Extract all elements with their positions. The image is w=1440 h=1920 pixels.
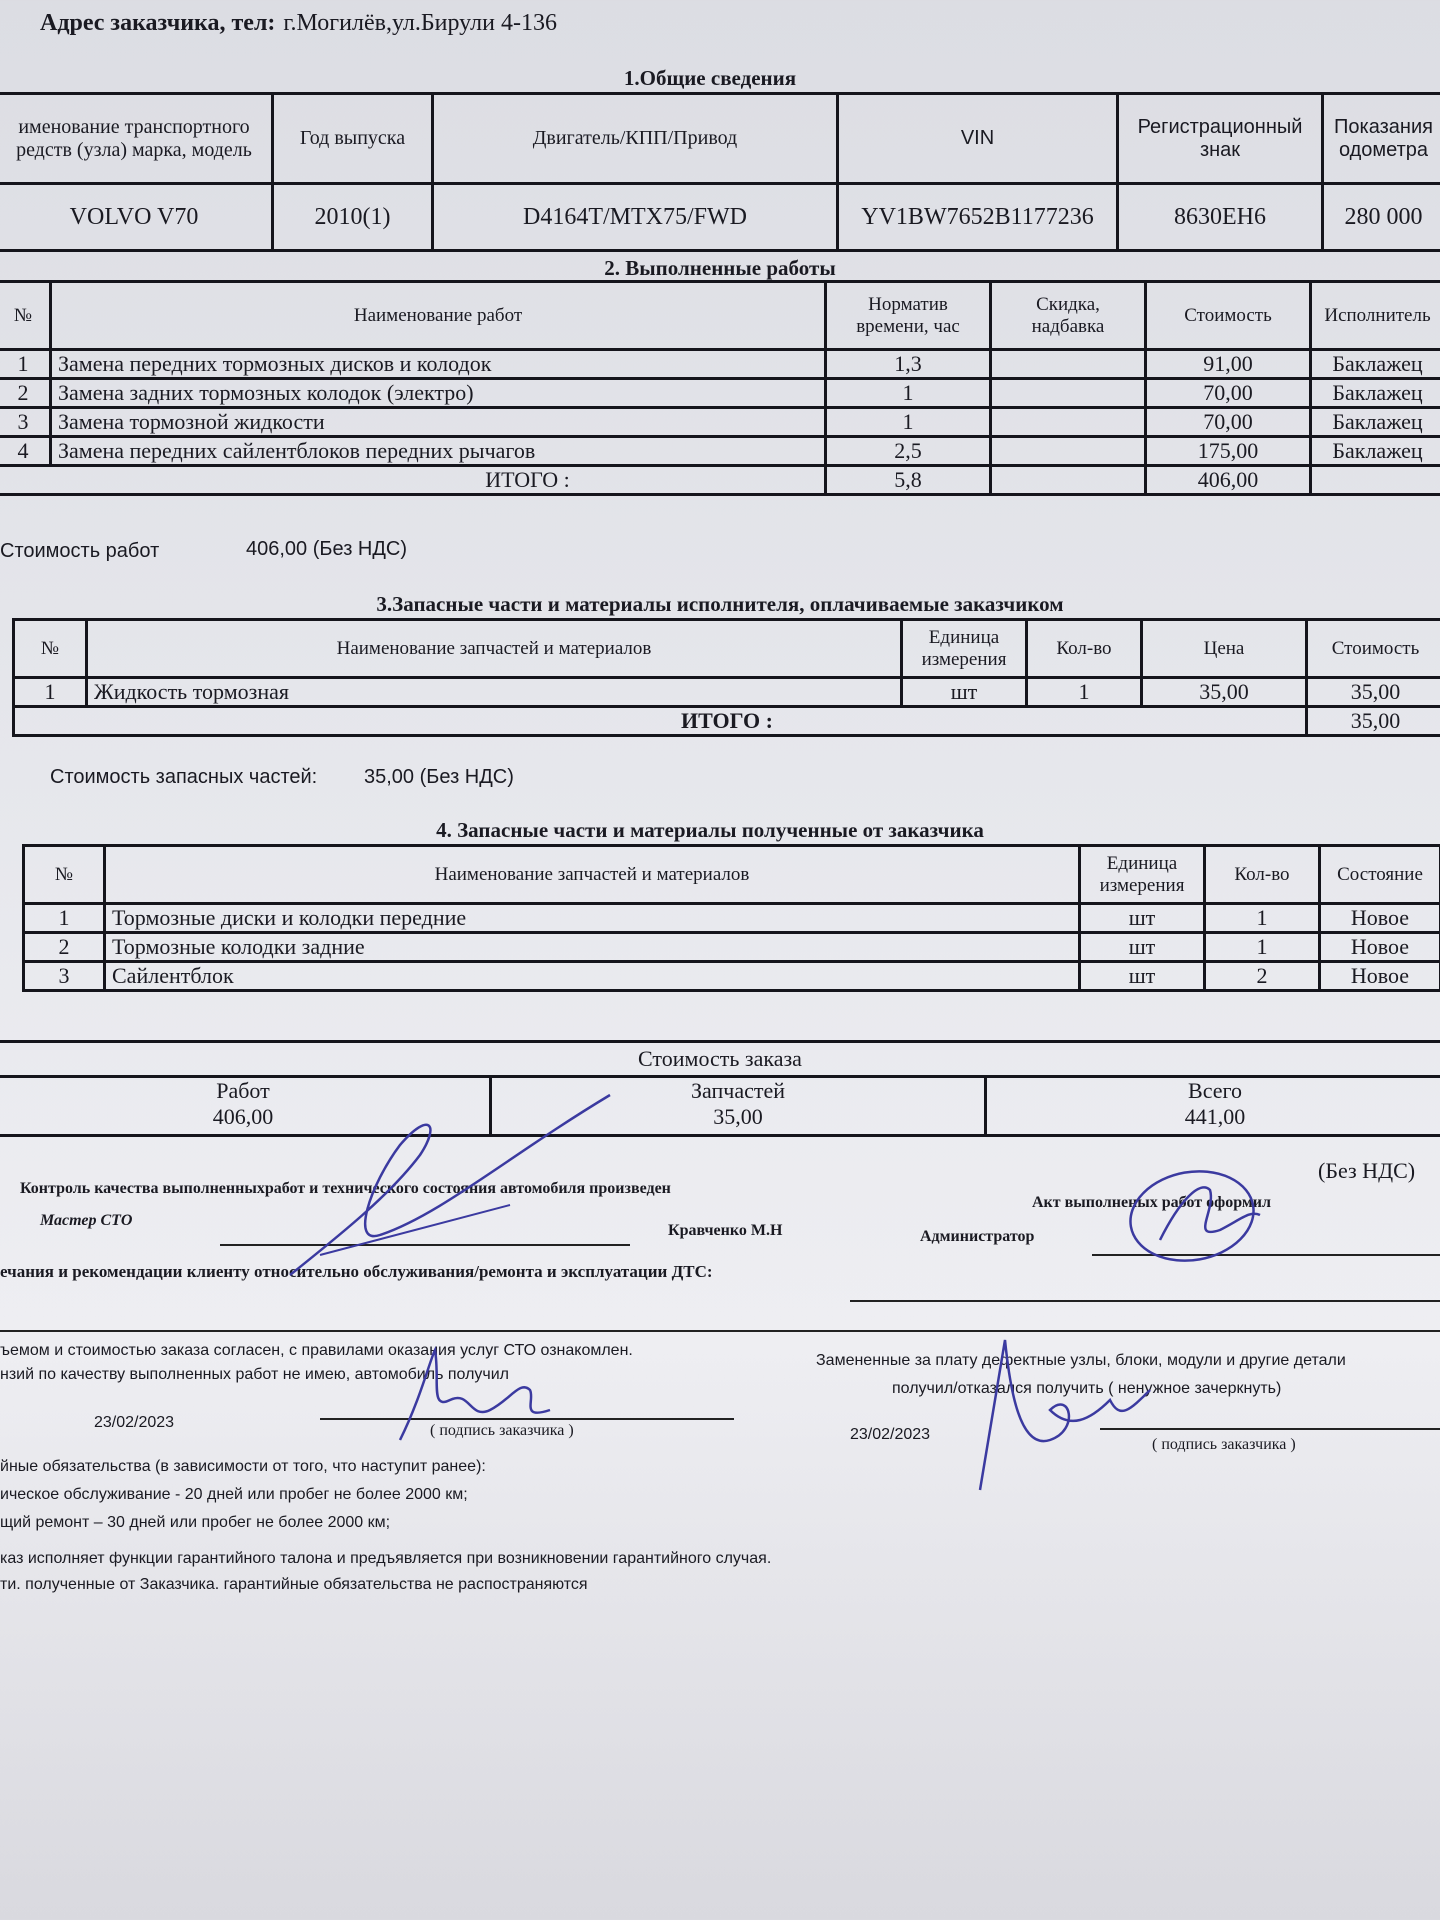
parts-total-value: 35,00	[1307, 707, 1440, 736]
works-row-hours: 2,5	[826, 437, 991, 466]
master-signature	[280, 1085, 620, 1285]
works-row	[0, 437, 1440, 466]
works-col-performer: Исполнитель	[1311, 282, 1440, 350]
col-vehicle: именование транспортного редств (узла) марка, модель	[0, 94, 273, 184]
customer-address	[40, 10, 557, 37]
section-parts-title: 3.Запасные части и материалы исполнителя, оплачиваемые заказчиком	[376, 592, 1064, 616]
cparts-row-num: 1	[24, 904, 105, 933]
col-odometer: Показания одометра	[1323, 94, 1440, 184]
parts-cost-value: 35,00 (Без НДС)	[364, 766, 514, 788]
remarks-label: ечания и рекомендации клиенту относительно обслуживания/ремонта и эксплуатации ДТС:	[0, 1262, 713, 1281]
parts-row-cost: 35,00	[1307, 678, 1440, 707]
vehicle-year: 2010(1)	[273, 184, 433, 251]
order-cost-works-label: Работ	[216, 1078, 270, 1103]
parts-table	[12, 618, 1440, 737]
cparts-row	[24, 904, 1440, 933]
warranty-line-3: щий ремонт – 30 дней или пробег не более 2000 км;	[0, 1514, 391, 1531]
warranty-line-1: йные обязательства (в зависимости от того, что наступит ранее):	[0, 1458, 486, 1475]
cparts-col-qty: Кол-во	[1205, 846, 1320, 904]
works-row-cost: 91,00	[1146, 350, 1311, 379]
remarks-line-2	[0, 1330, 1440, 1332]
section-works-title: 2. Выполненные работы	[604, 256, 836, 280]
cparts-row-name: Тормозные диски и колодки передние	[105, 904, 1080, 933]
works-col-discount: Скидка, надбавка	[991, 282, 1146, 350]
parts-row-num: 1	[14, 678, 87, 707]
cparts-col-state: Состояние	[1320, 846, 1440, 904]
vehicle-reg: 8630EH6	[1118, 184, 1323, 251]
quality-control-line: Контроль качества выполненныхработ и технического состояния автомобиля произведен	[20, 1180, 671, 1197]
cparts-row-qty: 1	[1205, 933, 1320, 962]
vehicle-odometer: 280 000	[1323, 184, 1440, 251]
cparts-row-state: Новое	[1320, 933, 1440, 962]
agreement-left-2: нзий по качеству выполненных работ не имею, автомобиль получил	[0, 1366, 510, 1383]
customer-parts-table	[22, 844, 1440, 992]
warranty-line-4: каз исполняет функции гарантийного талона и предъявляется при возникновении гарантийного случая.	[0, 1550, 772, 1567]
works-col-hours: Норматив времени, час	[826, 282, 991, 350]
act-label: Акт выполненых работ оформил	[1032, 1194, 1271, 1211]
address-value: г.Могилёв,ул.Бирули 4-136	[283, 10, 557, 36]
works-cost-value: 406,00 (Без НДС)	[246, 538, 408, 560]
order-cost-title: Стоимость заказа	[0, 1042, 1440, 1077]
works-total-empty2	[1311, 466, 1440, 495]
works-row-num: 1	[0, 350, 51, 379]
works-row-performer: Баклажец	[1311, 437, 1440, 466]
remarks-line	[850, 1300, 1440, 1302]
works-row-name: Замена передних сайлентблоков передних рычагов	[51, 437, 826, 466]
col-year: Год выпуска	[273, 94, 433, 184]
cparts-row	[24, 933, 1440, 962]
agreement-right-1: Замененные за плату дефектные узлы, блоки, модули и другие детали	[816, 1352, 1346, 1369]
cparts-row-qty: 1	[1205, 904, 1320, 933]
master-label: Мастер СТО	[40, 1212, 133, 1229]
works-row-discount	[991, 437, 1146, 466]
parts-row-qty: 1	[1027, 678, 1142, 707]
cparts-col-name: Наименование запчастей и материалов	[105, 846, 1080, 904]
works-row-name: Замена задних тормозных колодок (электро)	[51, 379, 826, 408]
admin-label: Администратор	[920, 1228, 1035, 1245]
order-cost-table	[0, 1040, 1440, 1137]
works-col-num: №	[0, 282, 51, 350]
works-row-discount	[991, 379, 1146, 408]
works-table	[0, 280, 1440, 496]
works-row-hours: 1	[826, 408, 991, 437]
parts-row-unit: шт	[902, 678, 1027, 707]
works-row-cost: 175,00	[1146, 437, 1311, 466]
agreement-left-1: ъемом и стоимостью заказа согласен, с правилами оказания услуг СТО ознакомлен.	[0, 1342, 633, 1359]
parts-col-price: Цена	[1142, 620, 1307, 678]
works-total-row	[0, 466, 1440, 495]
general-info-table	[0, 92, 1440, 252]
works-total-hours: 5,8	[826, 466, 991, 495]
works-row	[0, 408, 1440, 437]
vat-note: (Без НДС)	[1318, 1158, 1416, 1183]
agreement-right-2: получил/отказался получить ( ненужное зачеркнуть)	[892, 1380, 1282, 1397]
works-row-performer: Баклажец	[1311, 350, 1440, 379]
parts-col-num: №	[14, 620, 87, 678]
parts-cost-label: Стоимость запасных частей:	[50, 766, 318, 788]
customer-signature-left	[380, 1340, 560, 1450]
parts-col-name: Наименование запчастей и материалов	[87, 620, 902, 678]
cparts-row-qty: 2	[1205, 962, 1320, 991]
works-row-hours: 1,3	[826, 350, 991, 379]
cparts-row-num: 2	[24, 933, 105, 962]
works-row-hours: 1	[826, 379, 991, 408]
works-row-num: 3	[0, 408, 51, 437]
works-row-name: Замена передних тормозных дисков и колодок	[51, 350, 826, 379]
works-row-cost: 70,00	[1146, 379, 1311, 408]
warranty-line-5: ти. полученные от Заказчика. гарантийные обязательства не распостраняются	[0, 1576, 588, 1593]
parts-row	[14, 678, 1440, 707]
section-customer-parts-title: 4. Запасные части и материалы полученные от заказчика	[436, 818, 984, 842]
cparts-row-unit: шт	[1080, 933, 1205, 962]
order-cost-parts-value: 35,00	[713, 1104, 763, 1129]
cparts-row-name: Тормозные колодки задние	[105, 933, 1080, 962]
works-row-cost: 70,00	[1146, 408, 1311, 437]
cparts-row-name: Сайлентблок	[105, 962, 1080, 991]
works-col-name: Наименование работ	[51, 282, 826, 350]
col-reg: Регистрационный знак	[1118, 94, 1323, 184]
cparts-row-state: Новое	[1320, 962, 1440, 991]
works-row-num: 2	[0, 379, 51, 408]
order-cost-total	[986, 1077, 1440, 1136]
works-total-cost: 406,00	[1146, 466, 1311, 495]
cparts-row	[24, 962, 1440, 991]
vehicle-engine: D4164T/MTX75/FWD	[433, 184, 838, 251]
parts-col-qty: Кол-во	[1027, 620, 1142, 678]
parts-total-label: ИТОГО :	[14, 707, 1307, 736]
parts-row-price: 35,00	[1142, 678, 1307, 707]
parts-total-row	[14, 707, 1440, 736]
cparts-col-unit: Единица измерения	[1080, 846, 1205, 904]
works-cost-label: Стоимость работ	[0, 540, 160, 562]
order-cost-total-label: Всего	[1188, 1078, 1242, 1103]
works-row-performer: Баклажец	[1311, 379, 1440, 408]
master-name: Кравченко М.Н	[668, 1222, 783, 1239]
parts-col-unit: Единица измерения	[902, 620, 1027, 678]
cparts-row-unit: шт	[1080, 962, 1205, 991]
works-row-discount	[991, 408, 1146, 437]
works-total-empty	[991, 466, 1146, 495]
order-cost-total-value: 441,00	[1184, 1104, 1246, 1129]
address-label: Адрес заказчика, тел:	[40, 10, 276, 36]
cparts-row-num: 3	[24, 962, 105, 991]
cparts-col-num: №	[24, 846, 105, 904]
cparts-row-unit: шт	[1080, 904, 1205, 933]
admin-signature	[1120, 1160, 1270, 1270]
works-row	[0, 379, 1440, 408]
works-row-discount	[991, 350, 1146, 379]
col-engine: Двигатель/КПП/Привод	[433, 94, 838, 184]
warranty-line-2: ическое обслуживание - 20 дней или пробег не более 2000 км;	[0, 1486, 468, 1503]
section-general-title: 1.Общие сведения	[623, 66, 797, 90]
date-right: 23/02/2023	[850, 1426, 931, 1443]
works-total-label: ИТОГО :	[0, 466, 826, 495]
works-col-cost: Стоимость	[1146, 282, 1311, 350]
cparts-row-state: Новое	[1320, 904, 1440, 933]
parts-row-name: Жидкость тормозная	[87, 678, 902, 707]
vehicle-model: VOLVO V70	[0, 184, 273, 251]
works-row-performer: Баклажец	[1311, 408, 1440, 437]
works-row	[0, 350, 1440, 379]
works-row-num: 4	[0, 437, 51, 466]
order-cost-works-value: 406,00	[212, 1104, 274, 1129]
date-left: 23/02/2023	[94, 1414, 175, 1431]
customer-signature-right	[960, 1330, 1160, 1500]
works-row-name: Замена тормозной жидкости	[51, 408, 826, 437]
order-cost-parts-label: Запчастей	[690, 1078, 785, 1103]
signature-label-left: ( подпись заказчика )	[430, 1422, 574, 1439]
parts-col-cost: Стоимость	[1307, 620, 1440, 678]
vehicle-vin: YV1BW7652B1177236	[838, 184, 1118, 251]
col-vin: VIN	[838, 94, 1118, 184]
signature-label-right: ( подпись заказчика )	[1152, 1436, 1296, 1453]
